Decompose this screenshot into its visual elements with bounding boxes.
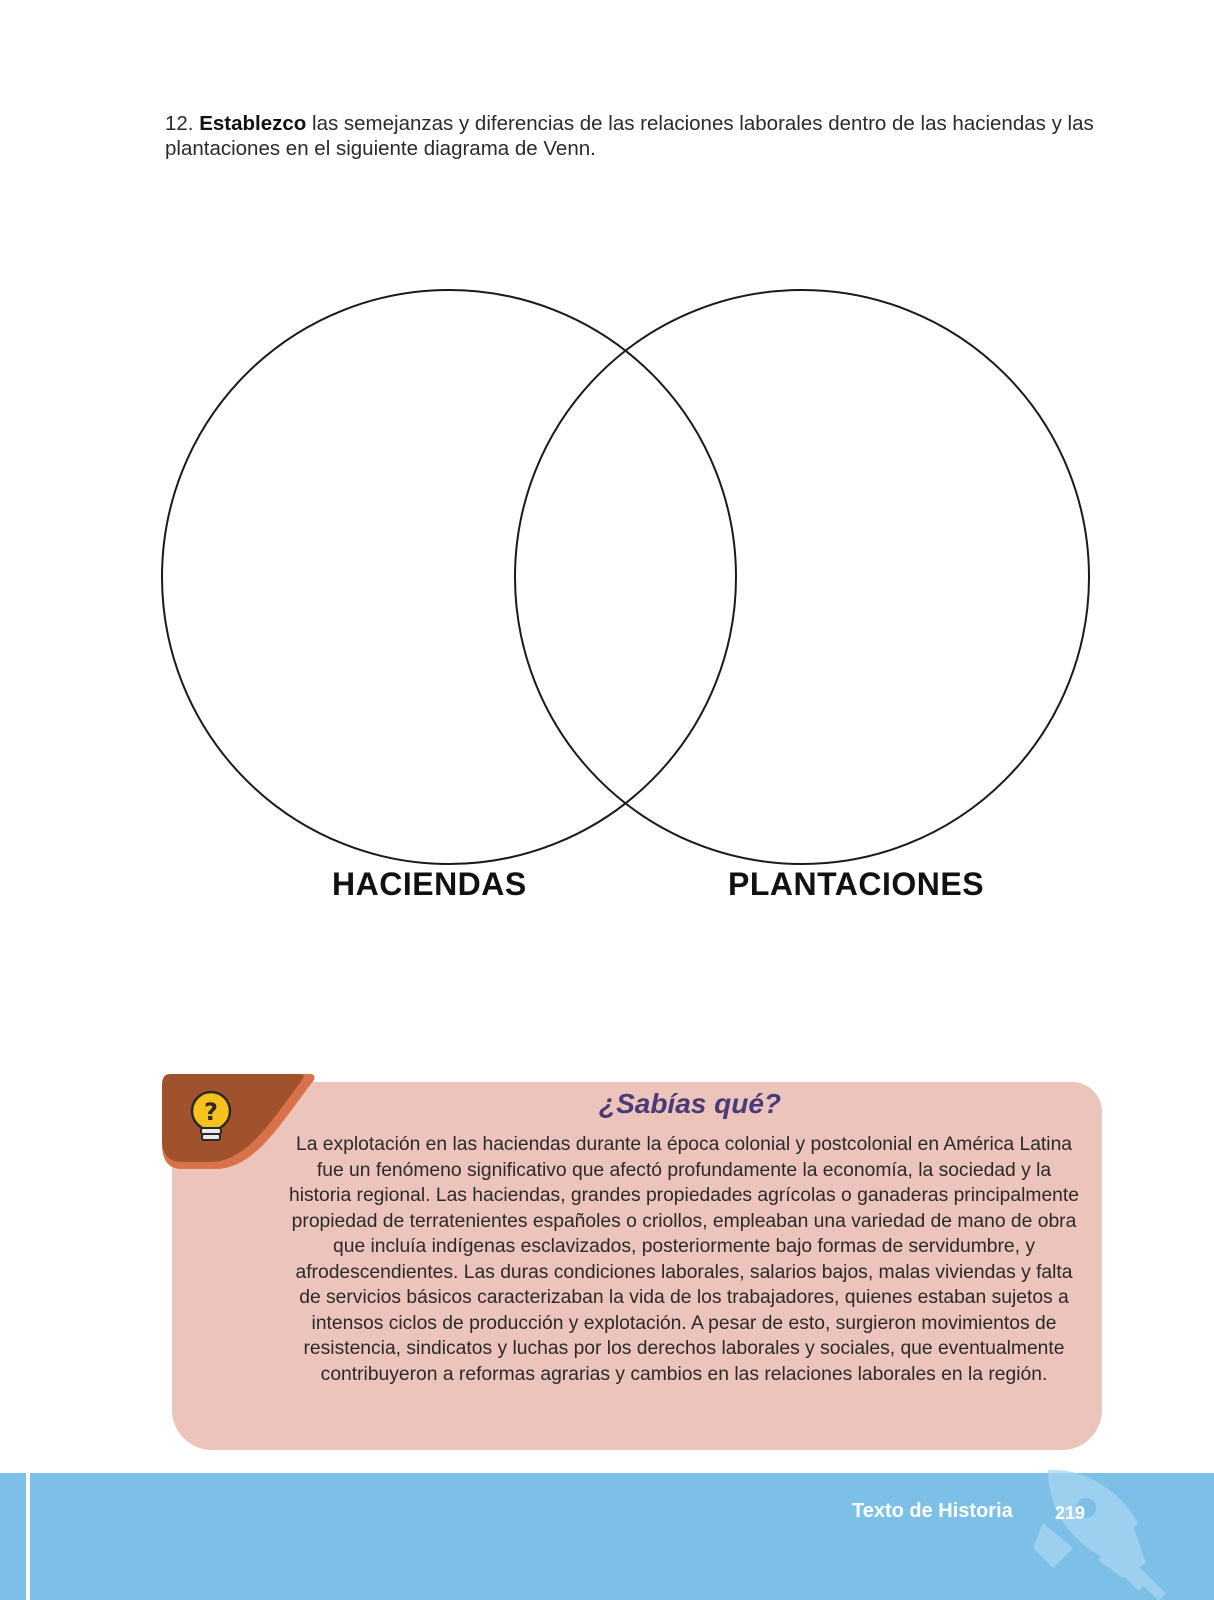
venn-label-plantaciones: PLANTACIONES [728, 866, 985, 902]
instruction-verb: Establezco [199, 112, 307, 135]
footer-edge-stripe [26, 1473, 30, 1600]
lightbulb-question-icon [188, 1090, 234, 1148]
svg-text:?: ? [204, 1098, 218, 1126]
rocket-icon [1028, 1468, 1178, 1600]
info-box-title: ¿Sabías qué? [598, 1088, 782, 1119]
page-number: 219 [1055, 1503, 1086, 1523]
footer-book-title: Texto de Historia [852, 1500, 1013, 1522]
info-box-body: La explotación en las haciendas durante la época colonial y postcolonial en América Latina fue un fenómeno significativo que afectó profundamente la economía, la sociedad y la historia regional. Las haciendas, grandes propiedades agrícolas o ganaderas principalmente propiedad de terratenientes españoles o criollos, empleaban una variedad de mano de obra que incluía indígenas esclavizados, posteriormente bajo formas de servidumbre, y afrodescendientes. Las duras condiciones laborales, salarios bajos, malas viviendas y falta de servicios básicos caracterizaban la vida de los trabajadores, quienes estaban sujetos a intensos ciclos de producción y explotación. A pesar de esto, surgieron movimientos de resistencia, sindicatos y luchas por los derechos laborales y sociales, que eventualmente contribuyeron a reformas agrarias y cambios en las relaciones laborales en la región. [289, 1134, 1079, 1385]
venn-circle-right[interactable] [515, 290, 1089, 864]
venn-circle-left[interactable] [162, 290, 736, 864]
venn-label-haciendas: HACIENDAS [332, 866, 527, 902]
instruction-body: las semejanzas y diferencias de las relaciones laborales dentro de las haciendas y las plantaciones en el siguiente diagrama de Venn. [165, 112, 1094, 160]
exercise-number: 12. [165, 112, 194, 135]
